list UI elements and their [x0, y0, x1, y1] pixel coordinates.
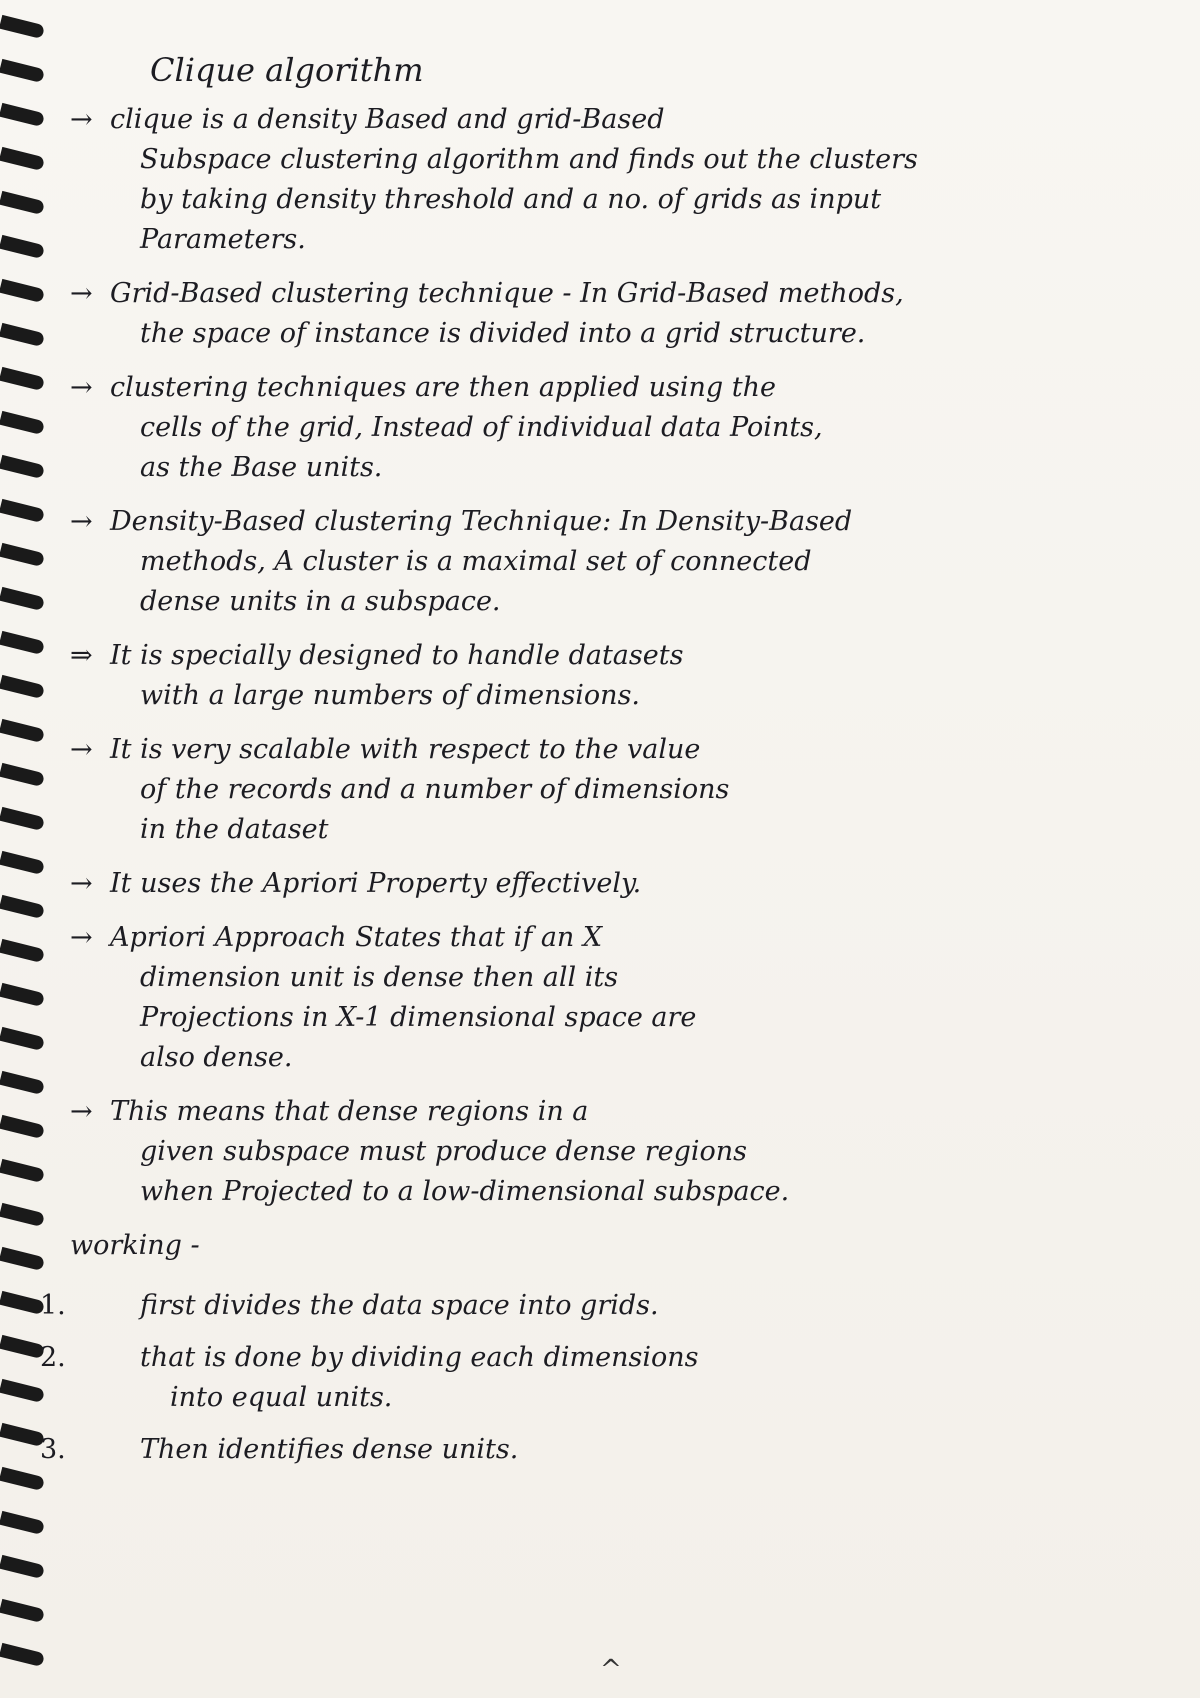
step-number: 1.	[40, 1290, 66, 1321]
arrow-icon: →	[70, 278, 93, 309]
bullet-line: when Projected to a low-dimensional subspace.	[140, 1176, 790, 1207]
bullet-line: the space of instance is divided into a grid structure.	[140, 318, 866, 349]
binding-ring	[0, 15, 45, 39]
binding-ring	[0, 1115, 45, 1139]
page-title: Clique algorithm	[150, 51, 424, 89]
bullet-line: This means that dense regions in a	[110, 1096, 589, 1127]
caret-mark: ^	[600, 1655, 622, 1685]
bullet-line: Density-Based clustering Technique: In Density-Based	[110, 506, 853, 537]
binding-ring	[0, 675, 45, 699]
arrow-icon: →	[70, 506, 93, 537]
bullet-line: methods, A cluster is a maximal set of connected	[140, 546, 812, 577]
bullet-line: also dense.	[140, 1042, 293, 1073]
arrow-icon: →	[70, 922, 93, 953]
binding-ring	[0, 367, 45, 391]
binding-ring	[0, 1335, 45, 1359]
binding-ring	[0, 719, 45, 743]
binding-ring	[0, 235, 45, 259]
binding-ring	[0, 1071, 45, 1095]
binding-ring	[0, 1027, 45, 1051]
arrow-icon: →	[70, 1096, 93, 1127]
step-line: Then identifies dense units.	[140, 1434, 519, 1465]
step-item	[40, 1338, 1160, 1418]
binding-ring	[0, 499, 45, 523]
bullet-line: It is specially designed to handle datasets	[110, 640, 684, 671]
bullet-item	[70, 274, 1160, 354]
binding-ring	[0, 1159, 45, 1183]
binding-ring	[0, 587, 45, 611]
bullet-line: clustering techniques are then applied using the	[110, 372, 776, 403]
bullet-line: of the records and a number of dimensions	[140, 774, 730, 805]
arrow-icon: →	[70, 104, 93, 135]
binding-ring	[0, 1423, 45, 1447]
step-number: 2.	[40, 1342, 66, 1373]
bullet-line: Parameters.	[140, 224, 306, 255]
binding-ring	[0, 983, 45, 1007]
binding-ring	[0, 1599, 45, 1623]
bullet-item	[70, 636, 1160, 716]
binding-ring	[0, 1203, 45, 1227]
binding-ring	[0, 631, 45, 655]
bullet-line: cells of the grid, Instead of individual data Points,	[140, 412, 823, 443]
bullet-list	[70, 100, 1160, 1212]
binding-ring	[0, 279, 45, 303]
bullet-item	[70, 730, 1160, 850]
binding-ring	[0, 1379, 45, 1403]
step-number: 3.	[40, 1434, 66, 1465]
bullet-line: clique is a density Based and grid-Based	[110, 104, 665, 135]
binding-ring	[0, 1467, 45, 1491]
bullet-line: with a large numbers of dimensions.	[140, 680, 641, 711]
bullet-line: in the dataset	[140, 814, 329, 845]
binding-ring	[0, 455, 45, 479]
handwritten-notes	[40, 40, 1160, 1482]
steps-list	[40, 1286, 1160, 1470]
binding-ring	[0, 1247, 45, 1271]
step-line: that is done by dividing each dimensions	[140, 1342, 699, 1373]
bullet-item	[70, 502, 1160, 622]
step-line: into equal units.	[170, 1382, 393, 1413]
bullet-line: dimension unit is dense then all its	[140, 962, 619, 993]
bullet-item	[70, 864, 1160, 904]
bullet-line: by taking density threshold and a no. of grids as input	[140, 184, 882, 215]
bullet-line: Projections in X-1 dimensional space are	[140, 1002, 697, 1033]
arrow-icon: →	[70, 372, 93, 403]
arrow-icon: ⇒	[70, 640, 93, 671]
binding-ring	[0, 411, 45, 435]
binding-ring	[0, 1643, 45, 1667]
binding-ring	[0, 147, 45, 171]
binding-ring	[0, 103, 45, 127]
binding-ring	[0, 895, 45, 919]
binding-ring	[0, 807, 45, 831]
binding-ring	[0, 939, 45, 963]
step-item	[40, 1430, 1160, 1470]
bullet-line: It uses the Apriori Property effectively.	[110, 868, 642, 899]
working-heading: working -	[70, 1230, 200, 1261]
bullet-item	[70, 918, 1160, 1078]
binding-ring	[0, 59, 45, 83]
bullet-line: dense units in a subspace.	[140, 586, 501, 617]
step-line: first divides the data space into grids.	[140, 1290, 659, 1321]
binding-ring	[0, 763, 45, 787]
bullet-item	[70, 368, 1160, 488]
arrow-icon: →	[70, 734, 93, 765]
bullet-item	[70, 100, 1160, 260]
binding-ring	[0, 323, 45, 347]
binding-ring	[0, 543, 45, 567]
bullet-line: Subspace clustering algorithm and finds out the clusters	[140, 144, 918, 175]
binding-ring	[0, 851, 45, 875]
binding-ring	[0, 1555, 45, 1579]
binding-ring	[0, 1291, 45, 1315]
bullet-line: as the Base units.	[140, 452, 383, 483]
bullet-line: given subspace must produce dense regions	[140, 1136, 748, 1167]
bullet-line: Grid-Based clustering technique - In Grid-Based methods,	[110, 278, 904, 309]
bullet-item	[70, 1092, 1160, 1212]
step-item	[40, 1286, 1160, 1326]
arrow-icon: →	[70, 868, 93, 899]
binding-ring	[0, 191, 45, 215]
bullet-line: It is very scalable with respect to the value	[110, 734, 701, 765]
bullet-line: Apriori Approach States that if an X	[110, 922, 603, 953]
binding-ring	[0, 1511, 45, 1535]
